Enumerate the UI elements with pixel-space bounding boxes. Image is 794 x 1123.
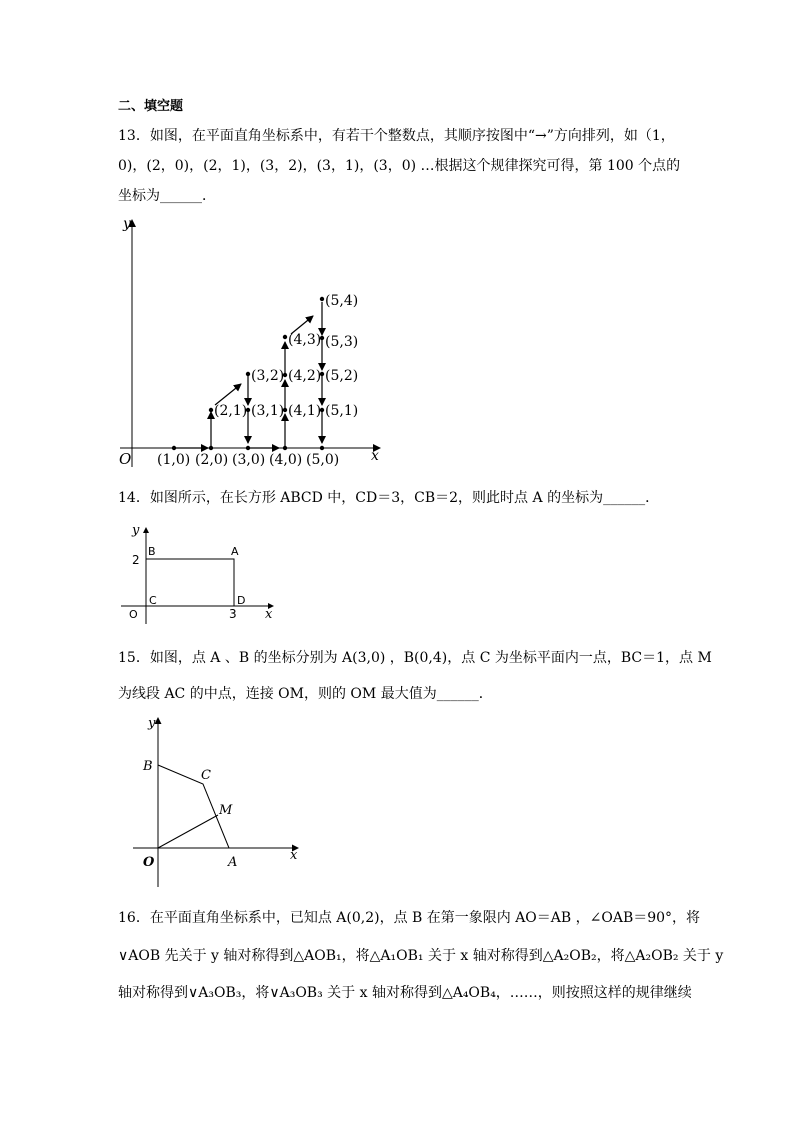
q14-origin-label: O — [129, 608, 138, 621]
q15-x-label: x — [290, 848, 298, 863]
q13-label-5-3: (5,3) — [325, 334, 359, 350]
q14-B-label: B — [148, 545, 156, 558]
q13-line2: 0)，(2，0)，(2，1)，(3，2)，(3，1)，(3，0) …根据这个规律探究可得，第 100 个点的 — [118, 158, 681, 174]
q14-x-label: x — [265, 607, 273, 622]
q13-arrow-3 — [215, 384, 241, 405]
q13-dot — [246, 372, 250, 376]
q16-line2: ∨AOB 先关于 y 轴对称得到△AOB₁，将△A₁OB₁ 关于 x 轴对称得到△A₂OB₂，将△A₂OB₂ 关于 y — [118, 948, 724, 964]
q13-label-5-1: (5,1) — [325, 403, 359, 419]
q13-label-4-2: (4,2) — [288, 368, 322, 384]
q16-line3: 轴对称得到∨A₃OB₃，将∨A₃OB₃ 关于 x 轴对称得到△A₄OB₄，……，则按照这样的规律继续 — [118, 985, 692, 1001]
q15-A-label: A — [228, 855, 238, 870]
q14-line1: 14．如图所示，在长方形 ABCD 中，CD＝3，CB＝2，则此时点 A 的坐标为______． — [118, 490, 660, 506]
q13-label-3-0: (3,0) — [232, 452, 266, 468]
q13-label-1-0: (1,0) — [157, 452, 191, 468]
q15-y-label: y — [148, 716, 156, 731]
q13-label-5-4: (5,4) — [325, 293, 359, 309]
q14-C-label: C — [149, 594, 157, 607]
q15-line2: 为线段 AC 的中点，连接 OM，则的 OM 最大值为______． — [118, 686, 493, 702]
q13-label-4-3: (4,3) — [288, 332, 322, 348]
q13-figure — [115, 212, 395, 474]
q15-line1: 15．如图，点 A 、B 的坐标分别为 A(3,0) ，B(0,4)，点 C 为坐标平面内一点，BC＝1，点 M — [118, 650, 712, 666]
q13-dot — [283, 335, 287, 339]
q13-dot — [320, 297, 324, 301]
q13-label-3-2: (3,2) — [251, 368, 285, 384]
q14-tick-x: 3 — [229, 607, 237, 621]
q14-figure — [118, 518, 283, 626]
q13-line1: 13．如图，在平面直角坐标系中，有若干个整数点，其顺序按图中“→”方向排列，如（1， — [118, 128, 675, 144]
q13-dot — [320, 446, 324, 450]
q13-label-2-0: (2,0) — [195, 452, 229, 468]
q13-dot — [283, 446, 287, 450]
q14-rectangle — [146, 559, 234, 606]
q13-dot — [209, 408, 213, 412]
q13-label-5-2: (5,2) — [325, 368, 359, 384]
q13-dot — [209, 446, 213, 450]
section-title: 二、填空题 — [118, 99, 184, 114]
q15-C-label: C — [201, 768, 211, 783]
q14-y-label: y — [132, 523, 140, 538]
q15-figure — [130, 715, 310, 890]
q15-O-label: O — [143, 855, 155, 870]
q13-label-4-0: (4,0) — [269, 452, 303, 468]
q13-label-3-1: (3,1) — [251, 403, 285, 419]
q13-label-2-1: (2,1) — [214, 403, 248, 419]
q13-line3: 坐标为______． — [118, 188, 216, 204]
q14-tick-y: 2 — [132, 553, 140, 567]
q15-B-label: B — [143, 759, 153, 774]
q13-origin-label: O — [119, 450, 132, 468]
q13-label-4-1: (4,1) — [288, 403, 322, 419]
q14-A-label: A — [231, 545, 239, 558]
q13-x-label: x — [371, 448, 379, 464]
q13-dot — [172, 446, 176, 450]
q14-D-label: D — [237, 594, 246, 607]
q13-dot — [246, 446, 250, 450]
q15-M-label: M — [219, 803, 233, 818]
q13-label-5-0: (5,0) — [306, 452, 340, 468]
q15-segment-OM — [158, 815, 218, 848]
q13-y-label: y — [123, 216, 131, 232]
q16-line1: 16．在平面直角坐标系中，已知点 A(0,2)，点 B 在第一象限内 AO＝AB ，∠OAB＝90°，将 — [118, 910, 701, 926]
